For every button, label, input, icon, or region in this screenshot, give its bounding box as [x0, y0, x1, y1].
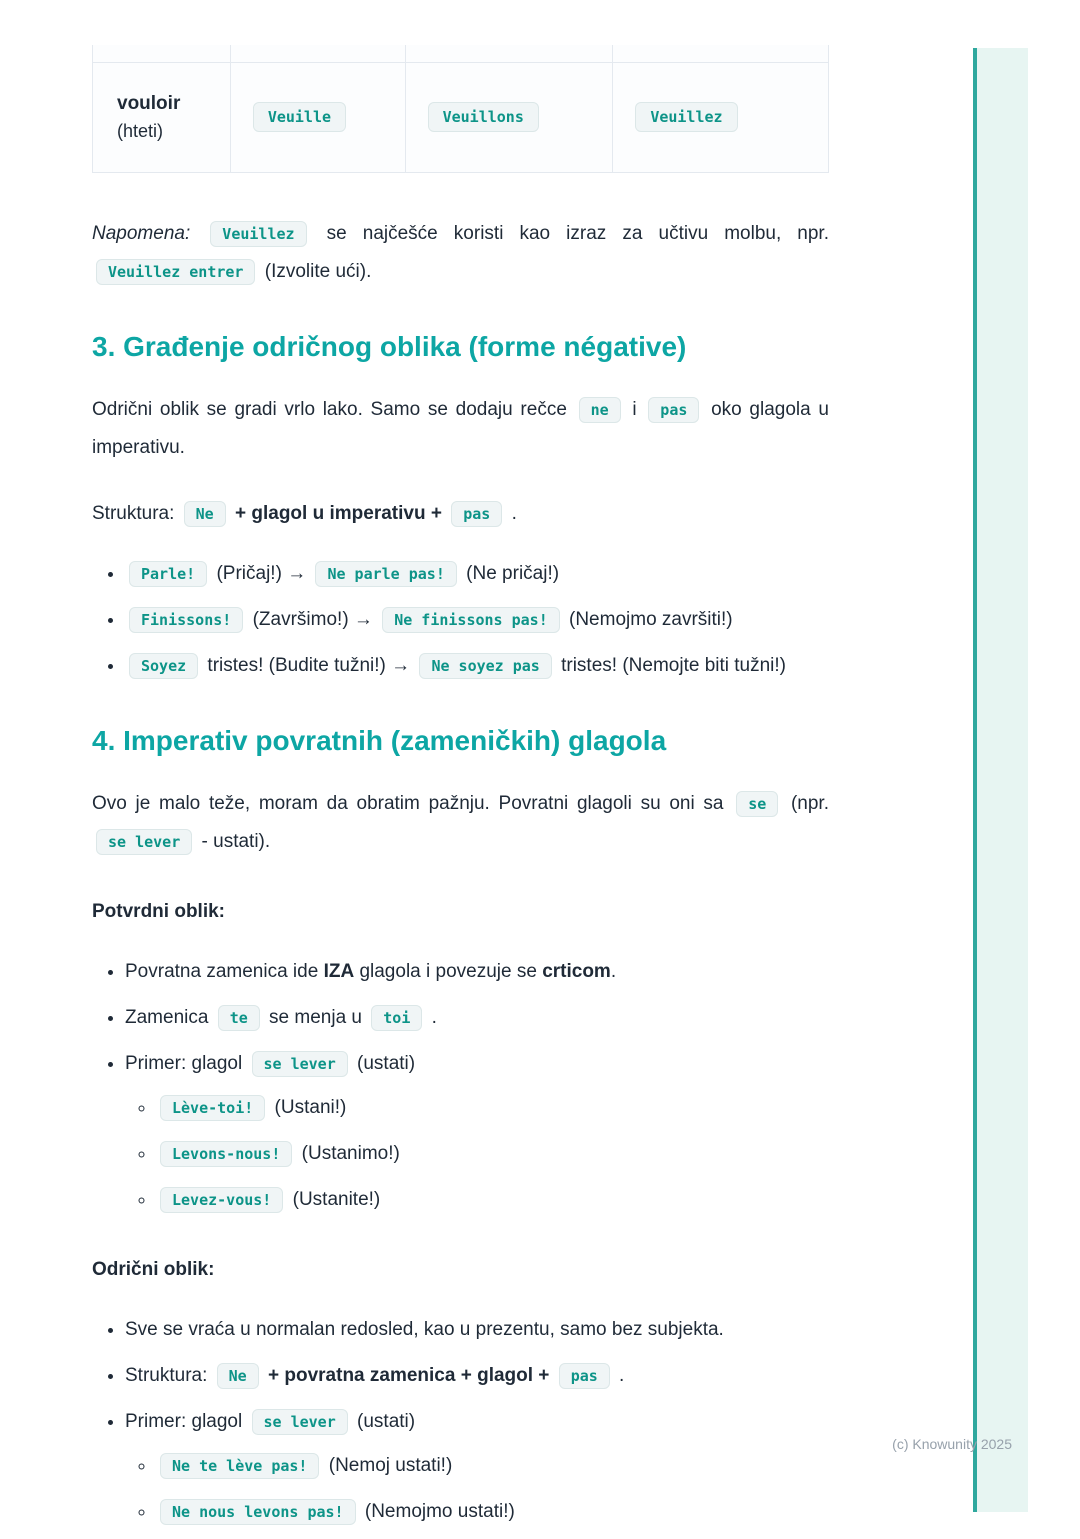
- inline-code-chip: toi: [371, 1005, 422, 1032]
- text-run: se menja u: [263, 1006, 368, 1028]
- inline-code-chip: Levons-nous!: [160, 1141, 292, 1168]
- inline-code-chip: Veuillons: [428, 102, 539, 133]
- negative-form-label: Odrični oblik:: [92, 1258, 215, 1280]
- negative-bullet-list: [92, 1311, 829, 1531]
- text-run: se najčešće koristi kao izraz za učtivu molbu, npr.: [310, 222, 829, 244]
- text-run: Ovo je malo teže, moram da obratim pažnju. Povratni glagoli su oni sa: [92, 792, 733, 814]
- text-run: Struktura:: [125, 1364, 213, 1386]
- right-decorative-band: [977, 48, 1028, 1512]
- section-3-structure: [92, 495, 829, 533]
- text-run: tristes! (Nemojte biti tužni!): [555, 654, 786, 676]
- affirmative-form-label: Potvrdni oblik:: [92, 900, 225, 922]
- text-run: .: [613, 1364, 625, 1386]
- section-4-heading: 4. Imperativ povratnih (zameničkih) glagola: [92, 724, 667, 756]
- right-decorative-rule: [973, 48, 977, 1512]
- text-run: glagola i povezuje se: [354, 960, 543, 982]
- inline-code-chip: Ne soyez pas: [419, 653, 551, 680]
- text-run: (ustati): [351, 1052, 416, 1074]
- list-item: [156, 1181, 829, 1219]
- inline-code-chip: pas: [559, 1363, 610, 1390]
- form-cell-tu: [230, 62, 405, 172]
- section-3-bullet-list: [92, 555, 829, 685]
- inline-code-chip: Ne nous levons pas!: [160, 1499, 356, 1526]
- inline-code-chip: pas: [648, 397, 699, 424]
- inline-code-chip: Ne: [184, 501, 226, 528]
- text-run: (ustati): [351, 1410, 416, 1432]
- conjugation-table: [92, 45, 829, 173]
- table-row-cut: [93, 45, 829, 62]
- text-run: (Ustanite!): [287, 1188, 381, 1210]
- section-3-intro: [92, 391, 829, 467]
- inline-code-chip: Veuillez: [635, 102, 737, 133]
- list-item-text: [125, 1411, 415, 1432]
- list-item: [125, 601, 829, 639]
- list-item: [125, 999, 829, 1037]
- inline-code-chip: Finissons!: [129, 607, 243, 634]
- inline-code-chip: Levez-vous!: [160, 1187, 283, 1214]
- inline-code-chip: Parle!: [129, 561, 207, 588]
- form-cell-nous: [405, 62, 613, 172]
- bold-text: + povratna zamenica + glagol +: [262, 1364, 555, 1386]
- text-run: (Izvolite ući).: [259, 260, 372, 282]
- affirmative-bullet-list: [92, 953, 829, 1219]
- inline-code-chip: Ne: [217, 1363, 259, 1390]
- verb-translation: (hteti): [117, 120, 164, 141]
- section-3-heading: 3. Građenje odričnog oblika (forme négative): [92, 330, 687, 362]
- text-run: (Ustani!): [269, 1096, 347, 1118]
- form-cell-vous: [613, 62, 829, 172]
- inline-code-chip: Veuille: [253, 102, 346, 133]
- list-item: [125, 1311, 829, 1349]
- table-row-vouloir: [93, 62, 829, 172]
- text-run: Struktura:: [92, 502, 180, 524]
- text-run: Zamenica: [125, 1006, 214, 1028]
- text-run: Primer: glagol: [125, 1410, 248, 1432]
- inline-code-chip: Soyez: [129, 653, 198, 680]
- list-item: [125, 1357, 829, 1395]
- bold-text: crticom: [542, 960, 611, 982]
- text-run: tristes! (Budite tužni!) →: [202, 654, 416, 676]
- text-run: .: [506, 502, 517, 524]
- text-run: i: [624, 398, 645, 420]
- inline-code-chip: Veuillez: [210, 221, 306, 248]
- text-run: .: [610, 960, 617, 982]
- note-paragraph: [92, 215, 829, 291]
- inline-code-chip: Lève-toi!: [160, 1095, 265, 1122]
- inline-code-chip: te: [218, 1005, 260, 1032]
- text-run: (Ustanimo!): [296, 1142, 400, 1164]
- text-run: - ustati).: [196, 830, 271, 852]
- negative-example-list: [125, 1447, 829, 1531]
- verb-name: vouloir: [117, 92, 181, 114]
- text-run: (Ne pričaj!): [460, 562, 560, 584]
- text-run: Primer: glagol: [125, 1052, 248, 1074]
- italic-text: Napomena:: [92, 222, 207, 244]
- inline-code-chip: se: [736, 791, 778, 818]
- copyright-credit: (c) Knowunity 2025: [892, 1436, 1012, 1452]
- text-run: (Nemojmo završiti!): [563, 608, 733, 630]
- list-item: [125, 953, 829, 991]
- text-run: (Nemojmo ustati!): [359, 1500, 515, 1522]
- list-item: [156, 1447, 829, 1485]
- inline-code-chip: Ne parle pas!: [315, 561, 456, 588]
- section-4-intro: [92, 785, 829, 861]
- document-content: [92, 0, 829, 1539]
- text-run: (Pričaj!) →: [211, 562, 312, 584]
- inline-code-chip: Veuillez entrer: [96, 259, 255, 286]
- text-run: (Završimo!) →: [247, 608, 379, 630]
- verb-cell: [93, 62, 231, 172]
- inline-code-chip: Ne finissons pas!: [382, 607, 560, 634]
- text-run: .: [426, 1006, 437, 1028]
- text-run: (npr.: [782, 792, 829, 814]
- list-item: [125, 555, 829, 593]
- list-item: [156, 1493, 829, 1531]
- inline-code-chip: pas: [451, 501, 502, 528]
- list-item-text: [125, 1053, 415, 1074]
- inline-code-chip: se lever: [252, 1409, 348, 1436]
- list-item: [125, 1045, 829, 1219]
- list-item: [156, 1135, 829, 1173]
- bold-text: + glagol u imperativu +: [229, 502, 448, 524]
- list-item: [125, 1403, 829, 1531]
- inline-code-chip: ne: [579, 397, 621, 424]
- inline-code-chip: se lever: [96, 829, 192, 856]
- list-item: [125, 647, 829, 685]
- inline-code-chip: se lever: [252, 1051, 348, 1078]
- text-run: Sve se vraća u normalan redosled, kao u prezentu, samo bez subjekta.: [125, 1318, 724, 1340]
- text-run: oko glagola u imperativu.: [92, 398, 829, 458]
- inline-code-chip: Ne te lève pas!: [160, 1453, 319, 1480]
- text-run: Odrični oblik se gradi vrlo lako. Samo se dodaju rečce: [92, 398, 575, 420]
- text-run: Povratna zamenica ide: [125, 960, 324, 982]
- list-item: [156, 1089, 829, 1127]
- bold-text: IZA: [323, 960, 355, 982]
- text-run: (Nemoj ustati!): [323, 1454, 453, 1476]
- affirmative-example-list: [125, 1089, 829, 1219]
